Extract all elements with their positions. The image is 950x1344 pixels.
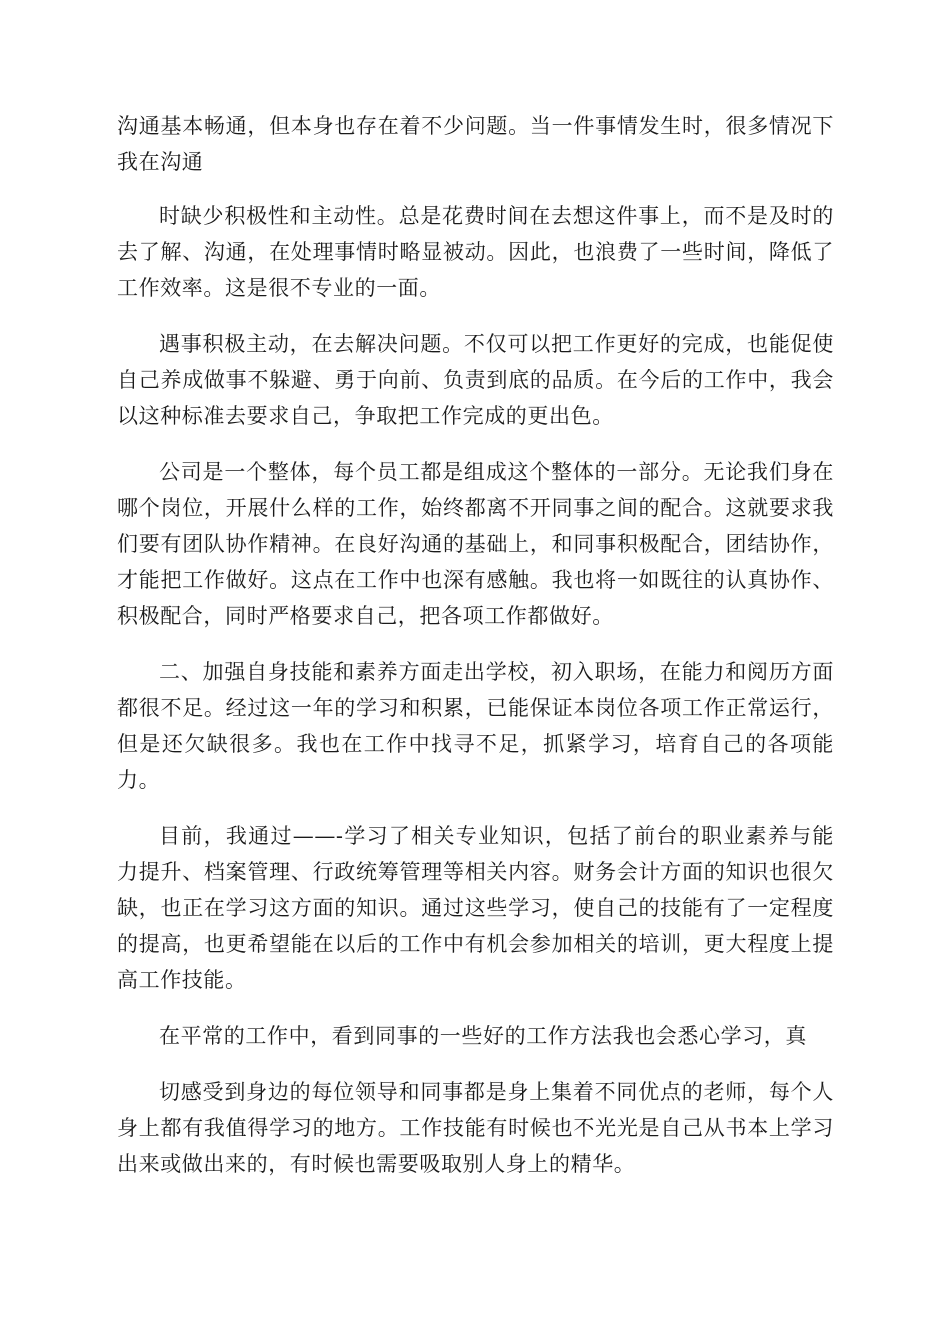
paragraph-2: 时缺少积极性和主动性。总是花费时间在去想这件事上，而不是及时的去了解、沟通，在处理事情时略显被动。因此，也浪费了一些时间，降低了工作效率。这是很不专业的一面。 (117, 204, 834, 300)
paragraph-4: 公司是一个整体，每个员工都是组成这个整体的一部分。无论我们身在哪个岗位，开展什么样的工作，始终都离不开同事之间的配合。这就要求我们要有团队协作精神。在良好沟通的基础上，和同事积极配合，团结协作，才能把工作做好。这点在工作中也深有感触。我也将一如既往的认真协作、积极配合，同时严格要求自己，把各项工作都做好。 (117, 460, 834, 628)
paragraph-7: 在平常的工作中，看到同事的一些好的工作方法我也会悉心学习，真 (159, 1024, 807, 1048)
paragraph-8: 切感受到身边的每位领导和同事都是身上集着不同优点的老师，每个人身上都有我值得学习的地方。工作技能有时候也不光光是自己从书本上学习出来或做出来的，有时候也需要吸取别人身上的精华。 (117, 1080, 834, 1176)
paragraph-1: 沟通基本畅通，但本身也存在着不少问题。当一件事情发生时，很多情况下我在沟通 (117, 114, 834, 174)
paragraph-5: 二、加强自身技能和素养方面走出学校，初入职场，在能力和阅历方面都很不足。经过这一年的学习和积累，已能保证本岗位各项工作正常运行，但是还欠缺很多。我也在工作中找寻不足，抓紧学习，培育自己的各项能力。 (117, 660, 834, 792)
paragraph-6: 目前，我通过——-学习了相关专业知识，包括了前台的职业素养与能力提升、档案管理、行政统筹管理等相关内容。财务会计方面的知识也很欠缺，也正在学习这方面的知识。通过这些学习，使自己的技能有了一定程度的提高，也更希望能在以后的工作中有机会参加相关的培训，更大程度上提高工作技能。 (117, 824, 834, 992)
paragraph-3: 遇事积极主动，在去解决问题。不仅可以把工作更好的完成，也能促使自己养成做事不躲避、勇于向前、负责到底的品质。在今后的工作中，我会以这种标准去要求自己，争取把工作完成的更出色。 (117, 332, 834, 428)
